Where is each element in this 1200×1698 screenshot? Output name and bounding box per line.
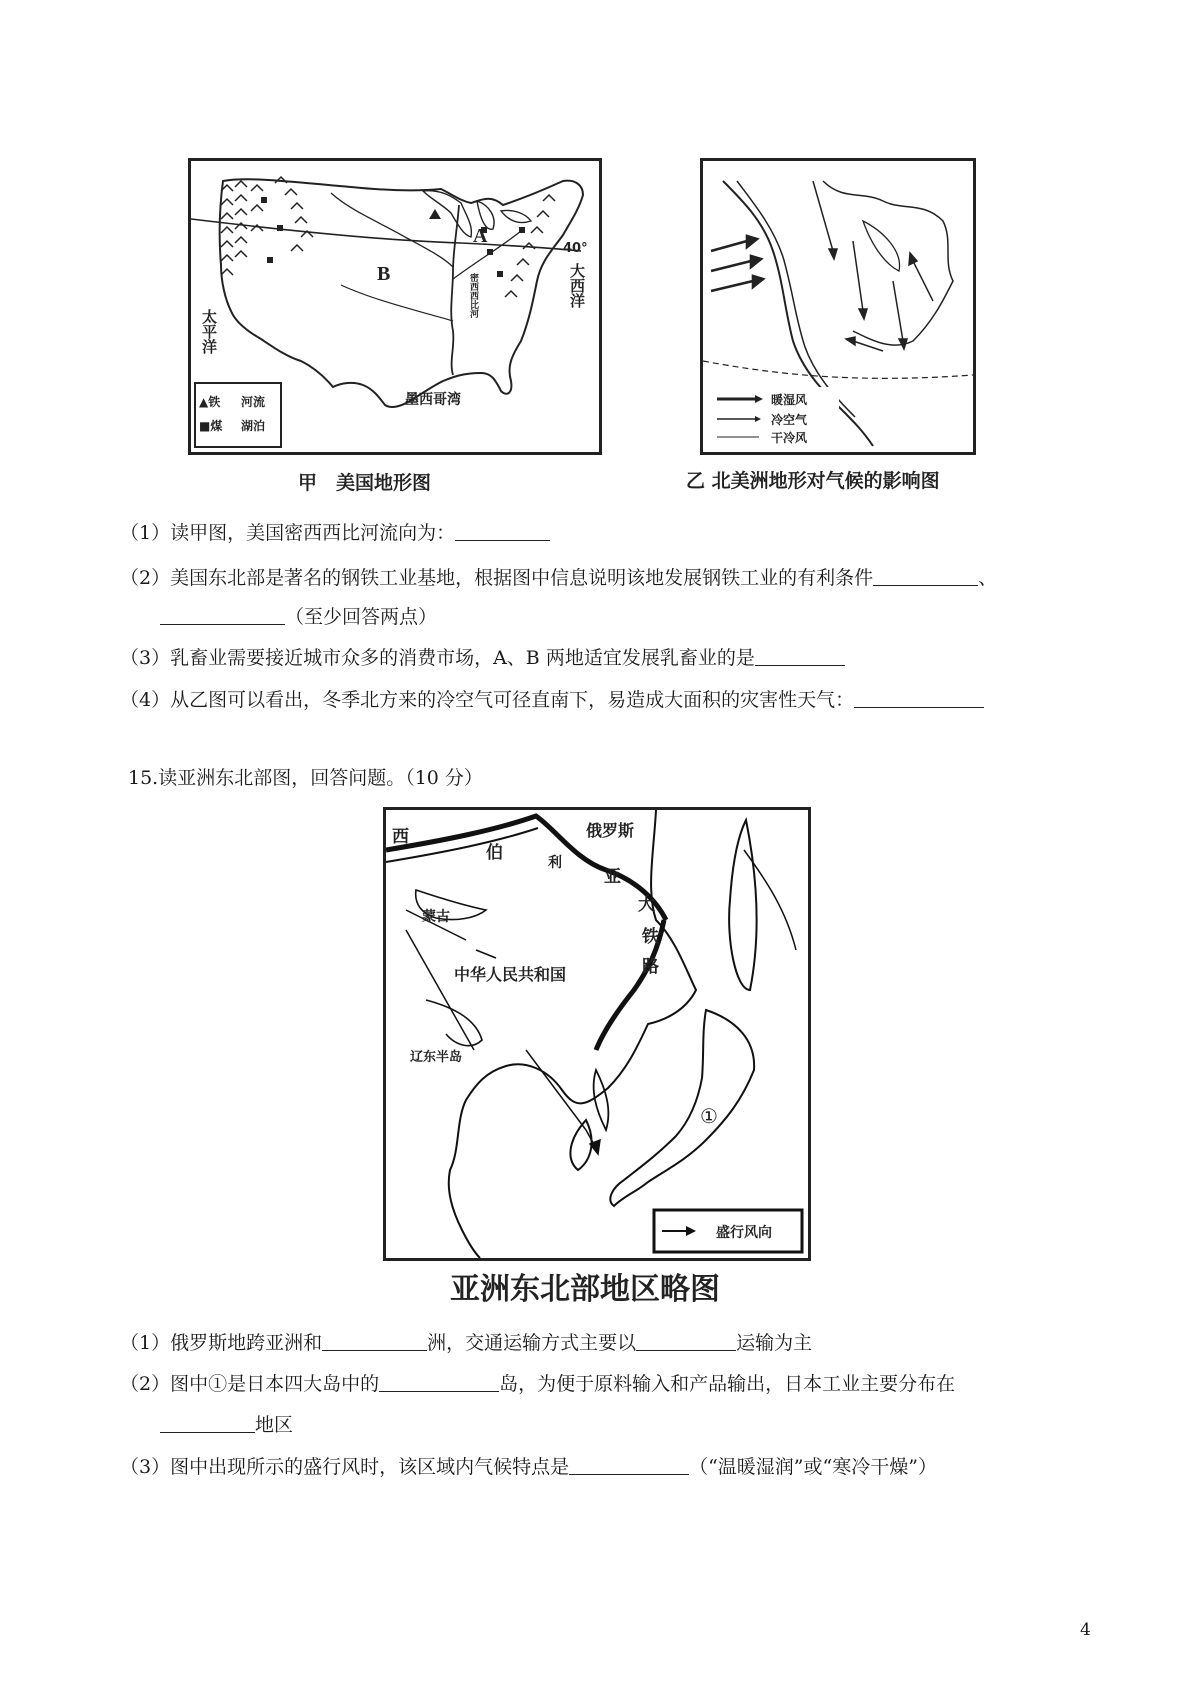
label-gulf-of-mexico: 墨西哥湾 — [405, 392, 461, 408]
label-china: 中华人民共和国 — [454, 965, 567, 984]
asia-map-drawing — [386, 810, 808, 1258]
legend-warm-humid-wind: 暖湿风 — [771, 393, 808, 407]
label-atlantic: 大西洋 — [568, 263, 586, 308]
q15-part3-text-a: （3）图中出现所示的盛行风时，该区域内气候特点是 — [120, 1456, 570, 1478]
q14-part1-text: （1）读甲图，美国密西西比河流向为： — [120, 522, 456, 544]
q15-part1-blank-2[interactable] — [636, 1332, 736, 1351]
legend-coal: ■煤 — [199, 419, 223, 433]
q15-part1-text-a: （1）俄罗斯地跨亚洲和 — [120, 1332, 323, 1354]
q14-part3 — [120, 646, 845, 670]
label-pacific: 太平洋 — [200, 309, 218, 354]
label-xi: 西 — [392, 827, 409, 847]
q15-part3-text-b: （“温暖湿润”或“寒冷干燥”） — [689, 1456, 937, 1478]
climate-map-caption: 乙 北美洲地形对气候的影响图 — [686, 470, 940, 492]
label-40-degrees: 40° — [563, 241, 588, 256]
q14-part2-text: （2）美国东北部是著名的钢铁工业基地，根据图中信息说明该地发展钢铁工业的有利条件 — [120, 567, 874, 589]
label-russia: 俄罗斯 — [586, 821, 635, 840]
q14-part2-cont — [160, 605, 437, 629]
q14-part3-text: （3）乳畜业需要接近城市众多的消费市场，A、B 两地适宜发展乳畜业的是 — [120, 647, 755, 669]
legend-iron: ▲铁 — [199, 395, 221, 409]
legend-dry-cold-wind: 干冷风 — [771, 431, 808, 445]
legend-river: 河流 — [241, 395, 266, 409]
label-mississippi: 密西西比河 — [468, 273, 478, 318]
label-da: 大 — [638, 895, 655, 915]
q14-part2-note: （至少回答两点） — [285, 606, 438, 628]
asia-map-caption: 亚洲东北部地区略图 — [450, 1272, 720, 1307]
q14-part2 — [120, 566, 997, 590]
q15-part3-blank[interactable] — [569, 1456, 689, 1475]
label-circle-1: ① — [700, 1104, 718, 1128]
label-b: B — [377, 263, 391, 285]
q14-part4-text: （4）从乙图可以看出，冬季北方来的冷空气可径直南下，易造成大面积的灾害性天气： — [120, 689, 855, 711]
label-ya: 亚 — [604, 867, 621, 887]
q15-part2-text-c: 地区 — [255, 1414, 294, 1436]
q14-part4 — [120, 688, 984, 712]
q14-part4-blank[interactable] — [854, 689, 984, 708]
q15-part1-blank-1[interactable] — [322, 1332, 427, 1351]
label-liaodong-peninsula: 辽东半岛 — [410, 1050, 463, 1065]
north-america-climate-map — [700, 158, 976, 455]
usa-terrain-map — [188, 158, 602, 455]
page-number: 4 — [1080, 1620, 1091, 1640]
label-a: A — [473, 225, 488, 247]
q15-part2-text-a: （2）图中①是日本四大岛中的 — [120, 1373, 380, 1395]
q15-part2-blank-2[interactable] — [160, 1414, 255, 1433]
q15-part2 — [120, 1372, 955, 1396]
q15-part2-text-b: 岛，为便于原料输入和产品输出，日本工业主要分布在 — [499, 1373, 956, 1395]
q14-part1 — [120, 521, 550, 545]
usa-map-caption: 甲 美国地形图 — [298, 472, 432, 494]
legend-prevailing-wind: 盛行风向 — [716, 1225, 772, 1241]
q15-part1-text-c: 运输为主 — [736, 1332, 813, 1354]
q14-part1-blank[interactable] — [455, 522, 550, 541]
northeast-asia-map — [383, 807, 811, 1261]
label-tie: 铁 — [642, 927, 659, 947]
q15-part2-cont — [160, 1413, 293, 1437]
label-li: 利 — [548, 855, 562, 871]
q15-part1-text-b: 洲，交通运输方式主要以 — [427, 1332, 637, 1354]
q15-part3 — [120, 1455, 937, 1479]
climate-map-drawing — [703, 161, 973, 452]
q14-part2-comma: 、 — [978, 567, 998, 589]
legend-cold-air: 冷空气 — [771, 413, 808, 427]
q14-part2-blank-1[interactable] — [873, 567, 978, 586]
q14-part3-blank[interactable] — [755, 647, 845, 666]
label-mongolia: 蒙古 — [422, 909, 450, 925]
q15-part2-blank-1[interactable] — [379, 1373, 499, 1392]
label-bo: 伯 — [486, 843, 503, 863]
q15-title: 15.读亚洲东北部图，回答问题。（10 分） — [128, 767, 483, 789]
label-lu: 路 — [642, 957, 659, 977]
q15-part1 — [120, 1331, 812, 1355]
q14-part2-blank-2[interactable] — [160, 606, 285, 625]
legend-lake: 湖泊 — [241, 419, 266, 433]
